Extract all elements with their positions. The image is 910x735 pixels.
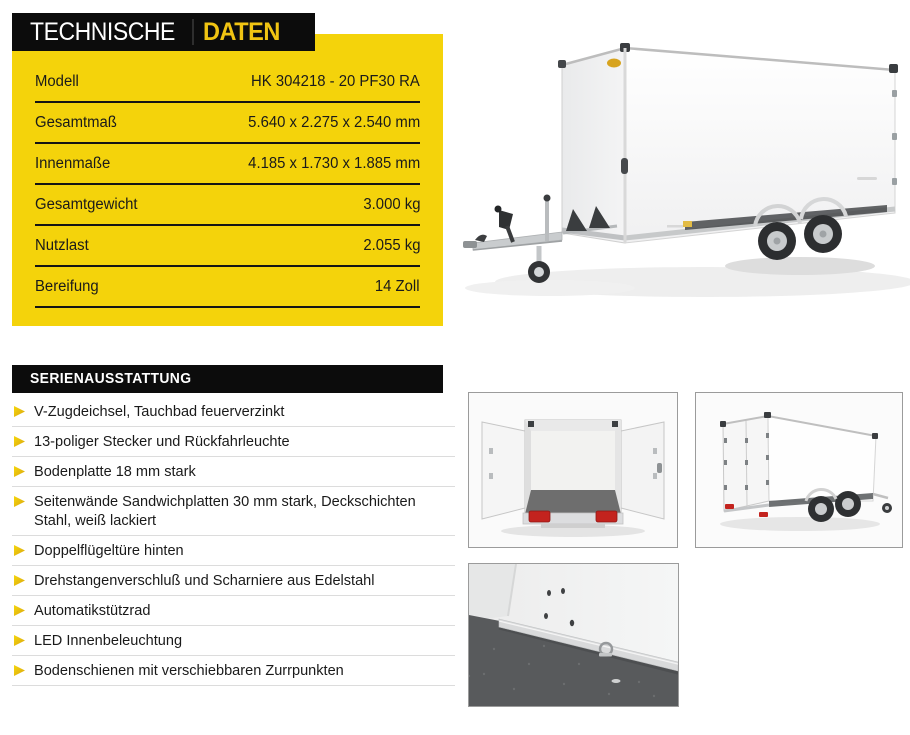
spec-value: HK 304218 - 20 PF30 RA: [251, 72, 420, 90]
spec-label: Nutzlast: [35, 236, 89, 254]
corner-cap: [558, 60, 566, 68]
cargo-floor: [525, 490, 621, 514]
tail-light: [529, 511, 550, 522]
page-title: [12, 13, 315, 51]
spec-row-modell: [35, 62, 420, 103]
spec-label: Gesamtgewicht: [35, 195, 138, 213]
equipment-item: Drehstangenverschluß und Scharniere aus Edelstahl: [12, 566, 455, 596]
spec-label: Modell: [35, 72, 79, 90]
door-lock: [657, 463, 662, 473]
equipment-heading-label: SERIENAUSSTATTUNG: [30, 371, 192, 387]
equipment-item: LED Innenbeleuchtung: [12, 626, 455, 656]
spec-row-innenmasse: [35, 144, 420, 185]
spec-label: Bereifung: [35, 277, 99, 295]
tail-light: [725, 504, 734, 509]
arrow-bullet-icon: [14, 436, 25, 447]
equipment-heading: [12, 365, 443, 393]
trailer-illustration: [455, 0, 910, 310]
spec-value: 4.185 x 1.730 x 1.885 mm: [247, 154, 420, 172]
equipment-item: Seitenwände Sandwichplatten 30 mm stark, Deckschichten Stahl, weiß lackiert: [12, 487, 455, 536]
spec-row-nutzlast: [35, 226, 420, 267]
arrow-bullet-icon: [14, 635, 25, 646]
spec-label: Gesamtmaß: [35, 113, 117, 131]
title-part-daten: DATEN: [202, 17, 280, 46]
equipment-item: Automatikstützrad: [12, 596, 455, 626]
title-part-technische: TECHNISCHE: [30, 17, 175, 46]
spec-row-gesamtgewicht: [35, 185, 420, 226]
thumbnail-floor-rail-detail: [468, 563, 679, 707]
arrow-bullet-icon: [14, 545, 25, 556]
arrow-bullet-icon: [14, 575, 25, 586]
main-trailer-photo: [455, 0, 910, 310]
spec-row-gesamtmass: [35, 103, 420, 144]
arrow-bullet-icon: [14, 665, 25, 676]
spec-table: [12, 34, 443, 326]
equipment-item: Doppelflügeltüre hinten: [12, 536, 455, 566]
corner-cap: [889, 64, 898, 73]
arrow-bullet-icon: [14, 605, 25, 616]
spec-row-bereifung: [35, 267, 420, 308]
arrow-bullet-icon: [14, 496, 25, 507]
left-door-open: [482, 422, 525, 519]
equipment-item: Bodenplatte 18 mm stark: [12, 457, 455, 487]
spec-value: 5.640 x 2.275 x 2.540 mm: [247, 113, 420, 131]
equipment-list: [12, 397, 455, 686]
arrow-bullet-icon: [14, 406, 25, 417]
tail-light: [759, 512, 768, 517]
trailer-front-panel: [562, 48, 625, 243]
equipment-item: Bodenschienen mit verschiebbaren Zurrpunkten: [12, 656, 455, 686]
title-divider: [192, 19, 194, 45]
spec-label: Innenmaße: [35, 154, 111, 172]
spec-value: 3.000 kg: [362, 195, 420, 213]
thumbnail-rear-quarter-view: [695, 392, 903, 548]
tail-light: [596, 511, 617, 522]
equipment-item: V-Zugdeichsel, Tauchbad feuerverzinkt: [12, 397, 455, 427]
equipment-item: 13-poliger Stecker und Rückfahrleuchte: [12, 427, 455, 457]
spec-value: 2.055 kg: [362, 236, 420, 254]
spec-value: 14 Zoll: [375, 277, 420, 295]
arrow-bullet-icon: [14, 466, 25, 477]
brand-logo: [607, 59, 621, 68]
door-handle: [621, 158, 628, 174]
thumbnail-rear-doors-open: [468, 392, 678, 548]
